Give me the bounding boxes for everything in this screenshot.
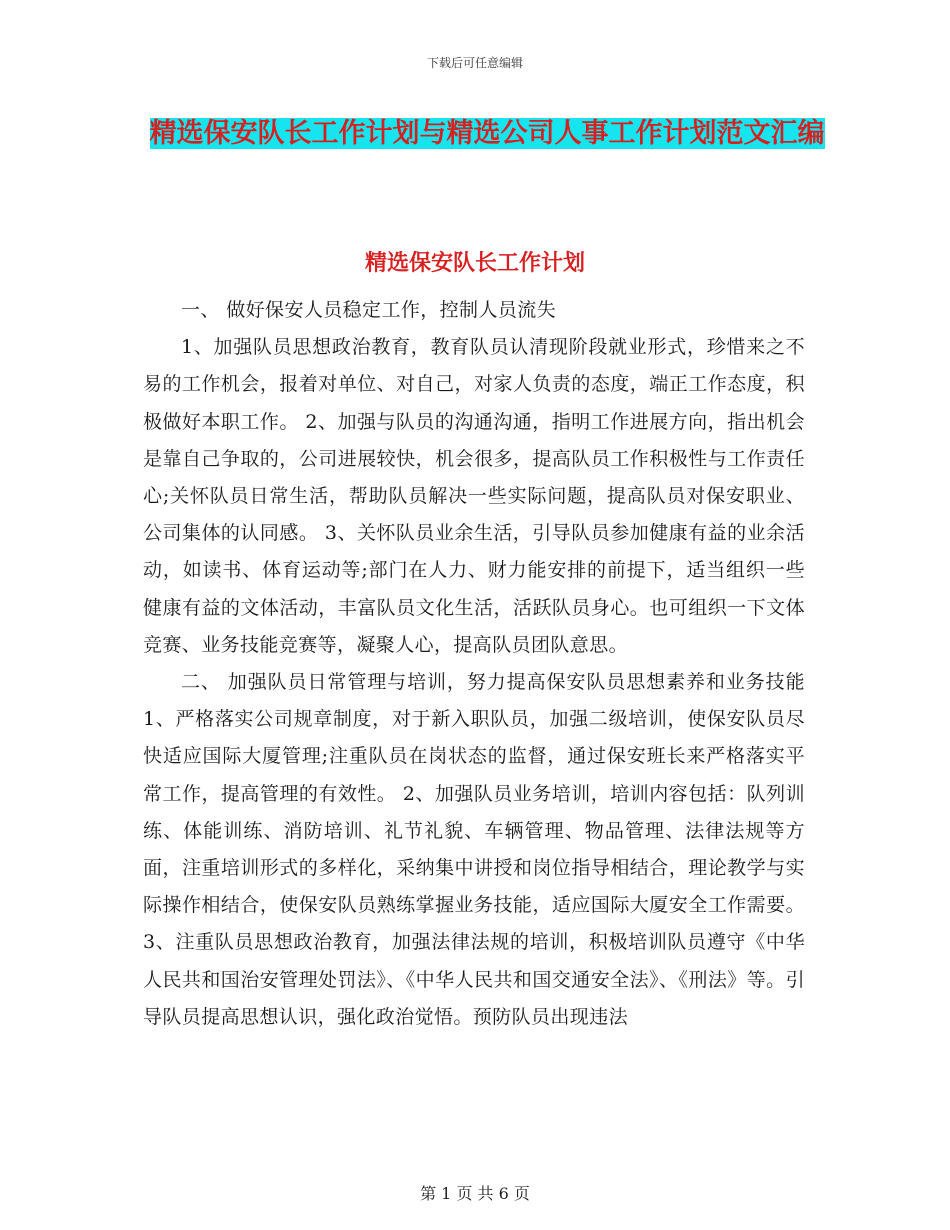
paragraph: 二、 加强队员日常管理与培训，努力提高保安队员思想素养和业务技能 1、严格落实公司规章制度，对于新入职队员，加强二级培训，使保安队员尽快适应国际大厦管理;注重队员在岗状态的监督，通过保安班长来严格落实平常工作，提高管理的有效性。 2、加强队员业务培训，培训内容包括：队列训练、体能训练、消防培训、礼节礼貌、车辆管理、物品管理、法律法规等方面，注重培训形式的多样化，采纳集中讲授和岗位指导相结合，理论教学与实际操作相结合，使保安队员熟练掌握业务技能，适应国际大厦安全工作需要。 3、注重队员思想政治教育，加强法律法规的培训，积极培训队员遵守《中华人民共和国治安管理处罚法》、《中华人民共和国交通安全法》、《刑法》等。引导队员提高思想认识，强化政治觉悟。预防队员出现违法 [143,671,805,1028]
document-body [143,292,805,1036]
page-header-note: 下载后可任意编辑 [426,56,523,70]
page-number-footer: 第 1 页 共 6 页 [420,1184,530,1203]
section-title: 精选保安队长工作计划 [364,250,585,276]
paragraph: 一、 做好保安人员稳定工作，控制人员流失 [181,299,557,321]
document-title [142,112,832,156]
paragraph: 1、加强队员思想政治教育，教育队员认清现阶段就业形式，珍惜来之不易的工作机会，报着对单位、对自己，对家人负责的态度，端正工作态度，积极做好本职工作。 2、加强与队员的沟通沟通，指明工作进展方向，指出机会是靠自己争取的，公司进展较快，机会很多，提高队员工作积极性与工作责任心;关怀队员日常生活，帮助队员解决一些实际问题，提高队员对保安职业、公司集体的认同感。 3、关怀队员业余生活，引导队员参加健康有益的业余活动，如读书、体育运动等;部门在人力、财力能安排的前提下，适当组织一些健康有益的文体活动，丰富队员文化生活，活跃队员身心。也可组织一下文体竞赛、业务技能竞赛等，凝聚人心，提高队员团队意思。 [143,336,805,656]
document-title-text: 精选保安队长工作计划与精选公司人事工作计划范文汇编 [149,118,825,149]
